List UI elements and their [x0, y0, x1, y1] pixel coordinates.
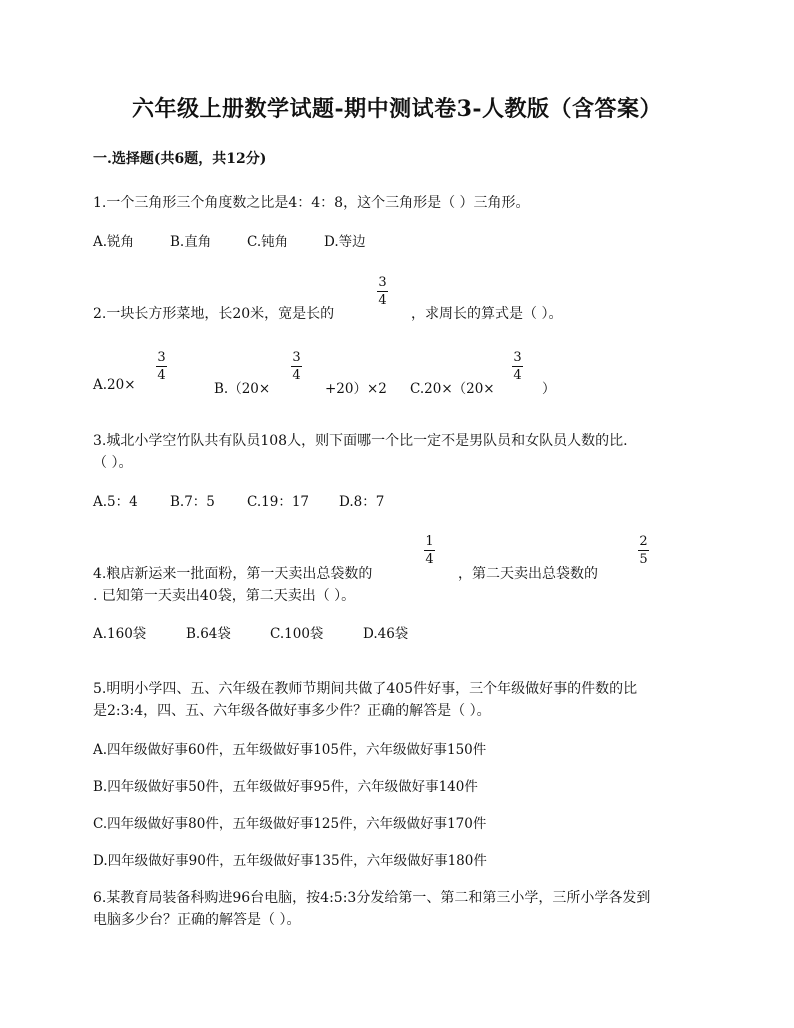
- q2-option-b-fraction-bar: [291, 366, 302, 367]
- q5-option-d: D.四年级做好事90件，五年级做好事135件，六年级做好事180件: [93, 853, 487, 869]
- q4-fraction-1-numerator: 1: [425, 534, 434, 549]
- question-4-stem-line2: . 已知第一天卖出40袋，第二天卖出（ ）。: [93, 588, 356, 604]
- q1-option-d: D.等边: [324, 234, 366, 250]
- question-3-stem-line1: 3.城北小学空竹队共有队员108人，则下面哪一个比一定不是男队员和女队员人数的比.: [93, 433, 628, 449]
- q2-option-c-fraction-numerator: 3: [513, 350, 522, 365]
- q2-option-c-fraction-bar: [512, 366, 523, 367]
- question-3-stem-line2: （ ）。: [93, 455, 133, 471]
- page-title: 六年级上册数学试题-期中测试卷3-人教版（含答案）: [131, 96, 663, 122]
- q4-option-d: D.46袋: [363, 626, 409, 642]
- q4-option-a: A.160袋: [93, 626, 147, 642]
- question-4-stem-part2: ，第二天卖出总袋数的: [458, 566, 598, 582]
- q2-option-a: A.20×: [93, 377, 136, 393]
- q4-fraction-1: [424, 534, 435, 567]
- q2-option-b-fraction-denominator: 4: [292, 368, 301, 383]
- q2-fraction-bar: [377, 291, 388, 292]
- question-5-stem-line2: 是2:3:4，四、五、六年级各做好事多少件？正确的解答是（ ）。: [93, 703, 491, 719]
- q4-fraction-1-bar: [424, 550, 435, 551]
- question-6-stem-line1: 6.某教育局装备科购进96台电脑，按4:5:3分发给第一、第二和第三小学，三所小学各发到: [93, 890, 651, 906]
- question-6-stem-line2: 电脑多少台？正确的解答是（ ）。: [93, 912, 301, 928]
- q2-fraction: [377, 275, 388, 308]
- question-4-stem-part1: 4.粮店新运来一批面粉，第一天卖出总袋数的: [93, 566, 373, 582]
- q2-option-a-fraction: [156, 350, 167, 383]
- section-heading: 一.选择题(共6题，共12分): [93, 151, 267, 167]
- q5-option-c: C.四年级做好事80件，五年级做好事125件，六年级做好事170件: [93, 816, 487, 832]
- q2-fraction-denominator: 4: [378, 293, 387, 308]
- q4-fraction-2-numerator: 2: [639, 534, 648, 549]
- q5-option-b: B.四年级做好事50件，五年级做好事95件，六年级做好事140件: [93, 779, 478, 795]
- q3-option-b: B.7：5: [170, 494, 215, 510]
- q5-option-a: A.四年级做好事60件，五年级做好事105件，六年级做好事150件: [93, 742, 487, 758]
- q2-option-b: B.（20×: [214, 381, 271, 397]
- q3-option-d: D.8：7: [339, 494, 385, 510]
- q1-option-a: A.锐角: [93, 234, 135, 250]
- q4-fraction-2-denominator: 5: [639, 552, 648, 567]
- q1-option-b: B.直角: [170, 234, 212, 250]
- q2-option-c-tail: ）: [542, 381, 556, 397]
- q2-option-b-fraction: [291, 350, 302, 383]
- q2-option-c: C.20×（20×: [410, 381, 495, 397]
- q2-option-b-fraction-numerator: 3: [292, 350, 301, 365]
- question-2-stem-part1: 2.一块长方形菜地，长20米，宽是长的: [93, 306, 335, 322]
- q2-option-a-fraction-denominator: 4: [157, 368, 166, 383]
- q4-fraction-1-denominator: 4: [425, 552, 434, 567]
- q4-fraction-2-bar: [638, 550, 649, 551]
- question-1-stem: 1.一个三角形三个角度数之比是4：4：8，这个三角形是（ ）三角形。: [93, 195, 530, 211]
- q2-option-a-fraction-bar: [156, 366, 167, 367]
- q4-option-b: B.64袋: [186, 626, 231, 642]
- q3-option-a: A.5：4: [93, 494, 138, 510]
- q1-option-c: C.钝角: [247, 234, 289, 250]
- question-5-stem-line1: 5.明明小学四、五、六年级在教师节期间共做了405件好事，三个年级做好事的件数的比: [93, 681, 638, 697]
- q3-option-c: C.19：17: [247, 494, 309, 510]
- q2-option-b-tail: +20）×2: [325, 381, 387, 397]
- q4-option-c: C.100袋: [270, 626, 324, 642]
- q2-option-c-fraction: [512, 350, 523, 383]
- q2-fraction-numerator: 3: [378, 275, 387, 290]
- q4-fraction-2: [638, 534, 649, 567]
- q2-option-c-fraction-denominator: 4: [513, 368, 522, 383]
- q2-option-a-fraction-numerator: 3: [157, 350, 166, 365]
- question-2-stem-part2: ，求周长的算式是（ ）。: [411, 306, 563, 322]
